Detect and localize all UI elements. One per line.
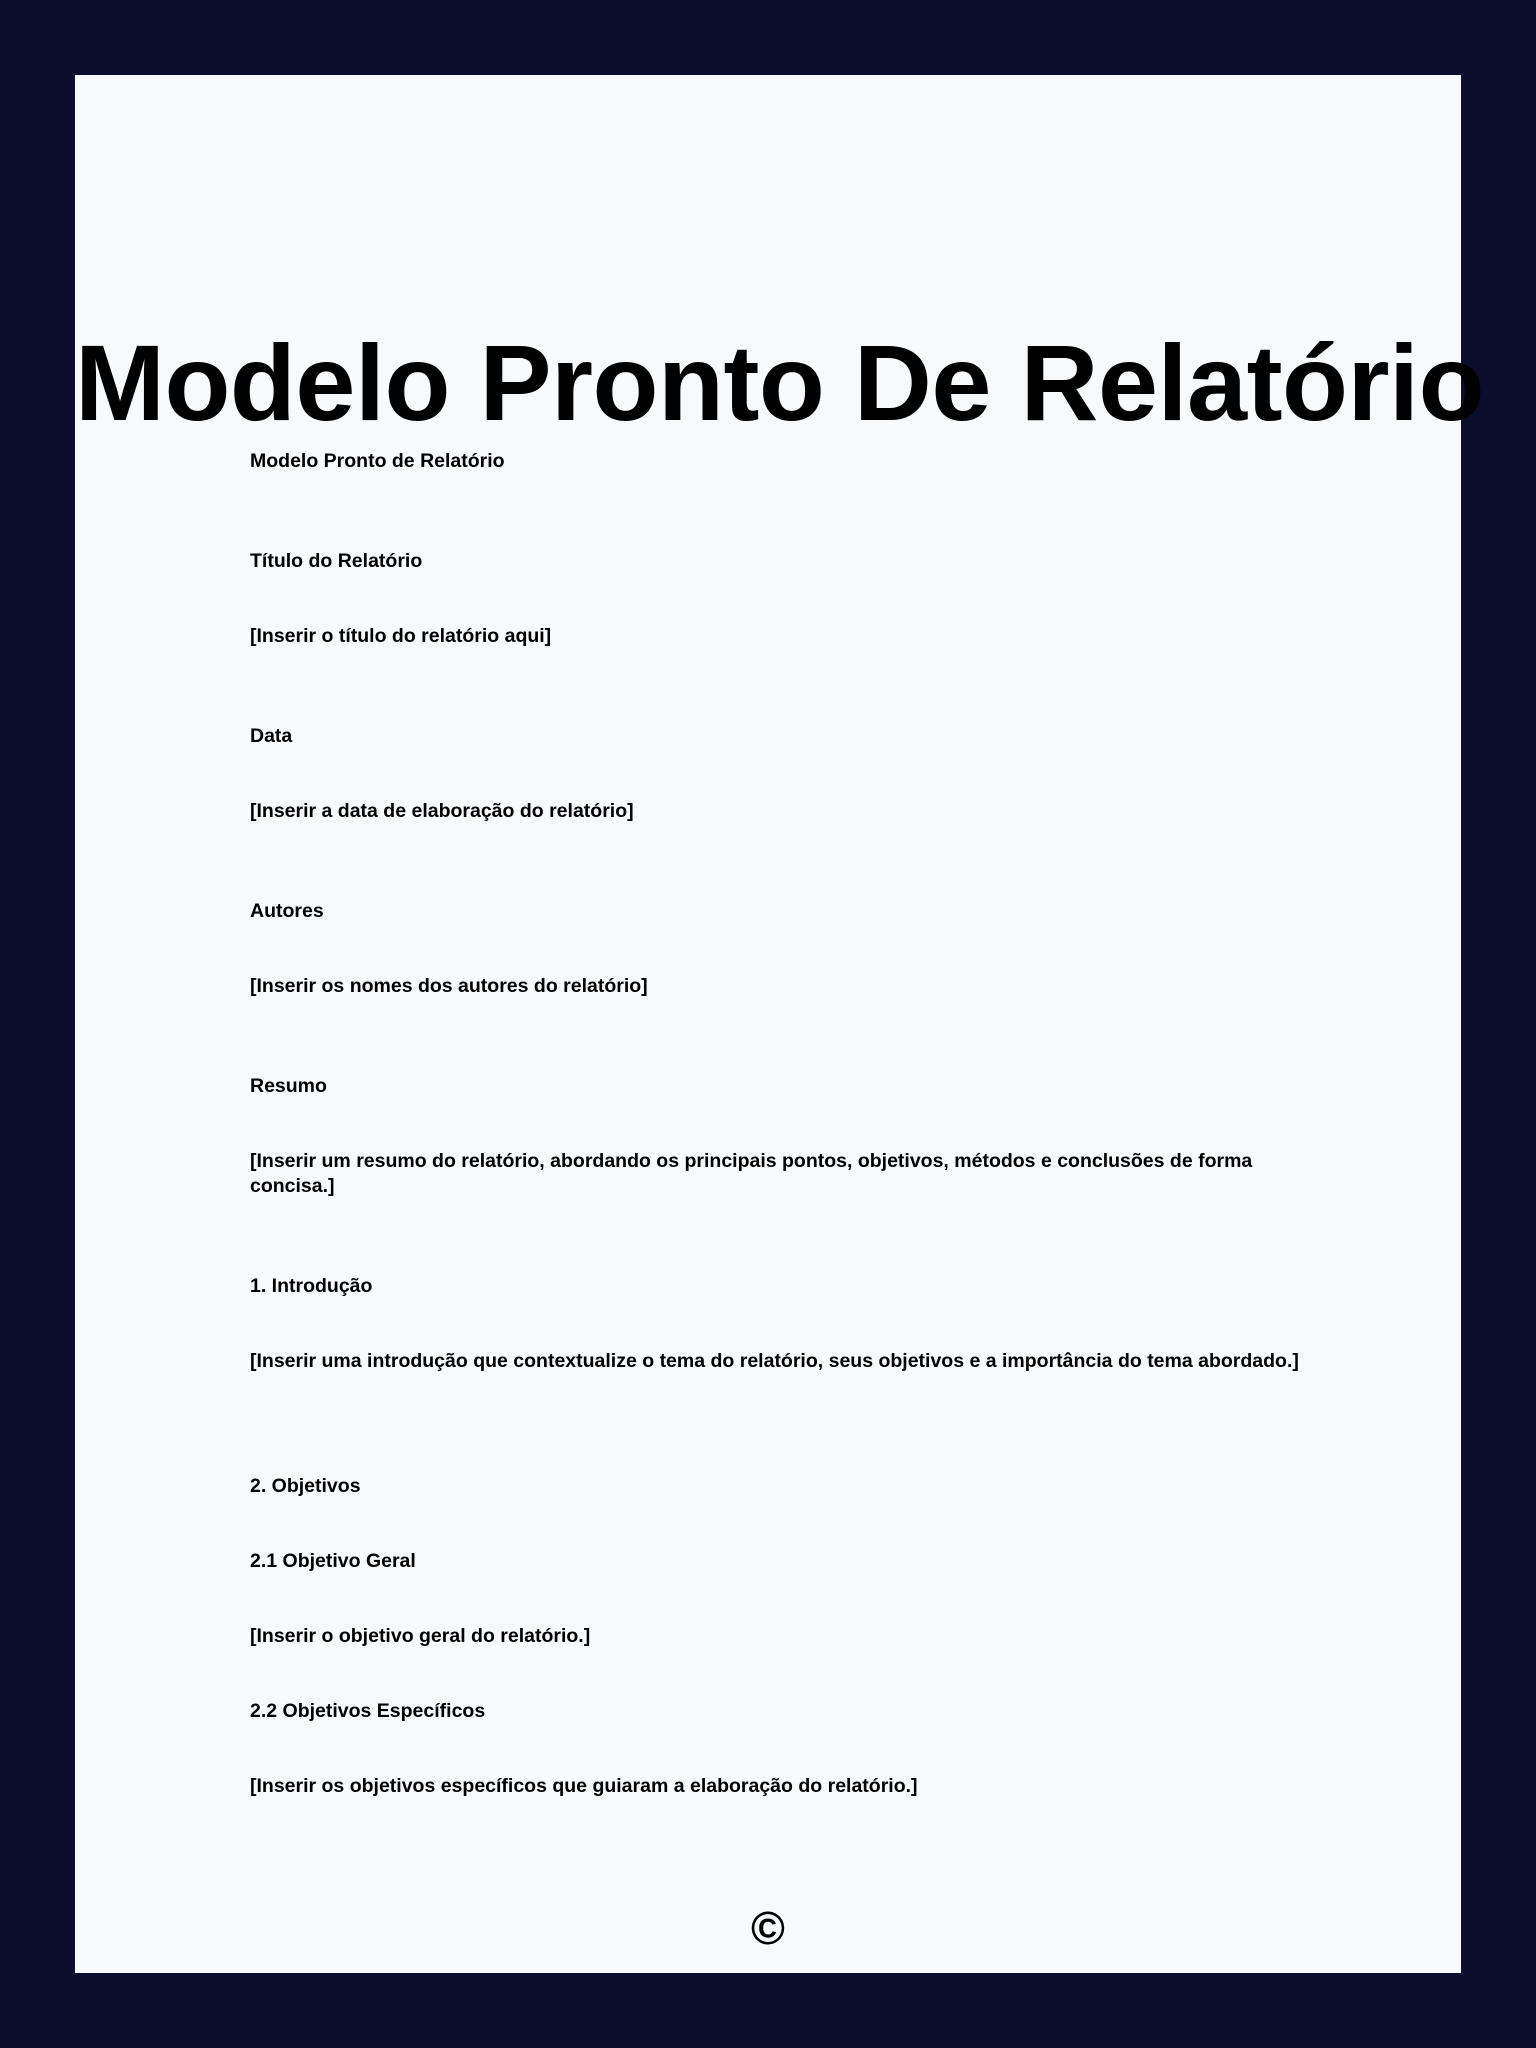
- subtitle: Modelo Pronto de Relatório: [250, 450, 505, 472]
- heading-authors: Autores: [250, 900, 324, 922]
- heading-date: Data: [250, 725, 293, 747]
- placeholder-title: [Inserir o título do relatório aqui]: [250, 625, 552, 647]
- heading-title: Título do Relatório: [250, 550, 423, 572]
- placeholder-specific-objectives: [Inserir os objetivos específicos que guiaram a elaboração do relatório.]: [250, 1775, 918, 1797]
- placeholder-date: [Inserir a data de elaboração do relatório]: [250, 800, 634, 822]
- placeholder-summary: [Inserir um resumo do relatório, abordando os principais pontos, objetivos, métodos e conclusões de forma concisa.]: [250, 1150, 1253, 1197]
- heading-objectives: 2. Objetivos: [250, 1475, 361, 1497]
- placeholder-introduction: [Inserir uma introdução que contextualize o tema do relatório, seus objetivos e a importância do tema abordado.]: [250, 1350, 1299, 1372]
- document-title: Modelo Pronto De Relatório: [75, 322, 1485, 443]
- heading-general-objective: 2.1 Objetivo Geral: [250, 1550, 416, 1572]
- heading-introduction: 1. Introdução: [250, 1275, 373, 1297]
- copyright-icon: ©: [751, 1902, 785, 1954]
- document-page: [75, 75, 1485, 1973]
- placeholder-authors: [Inserir os nomes dos autores do relatório]: [250, 975, 648, 997]
- heading-specific-objectives: 2.2 Objetivos Específicos: [250, 1700, 486, 1722]
- placeholder-general-objective: [Inserir o objetivo geral do relatório.]: [250, 1625, 591, 1647]
- heading-summary: Resumo: [250, 1075, 327, 1097]
